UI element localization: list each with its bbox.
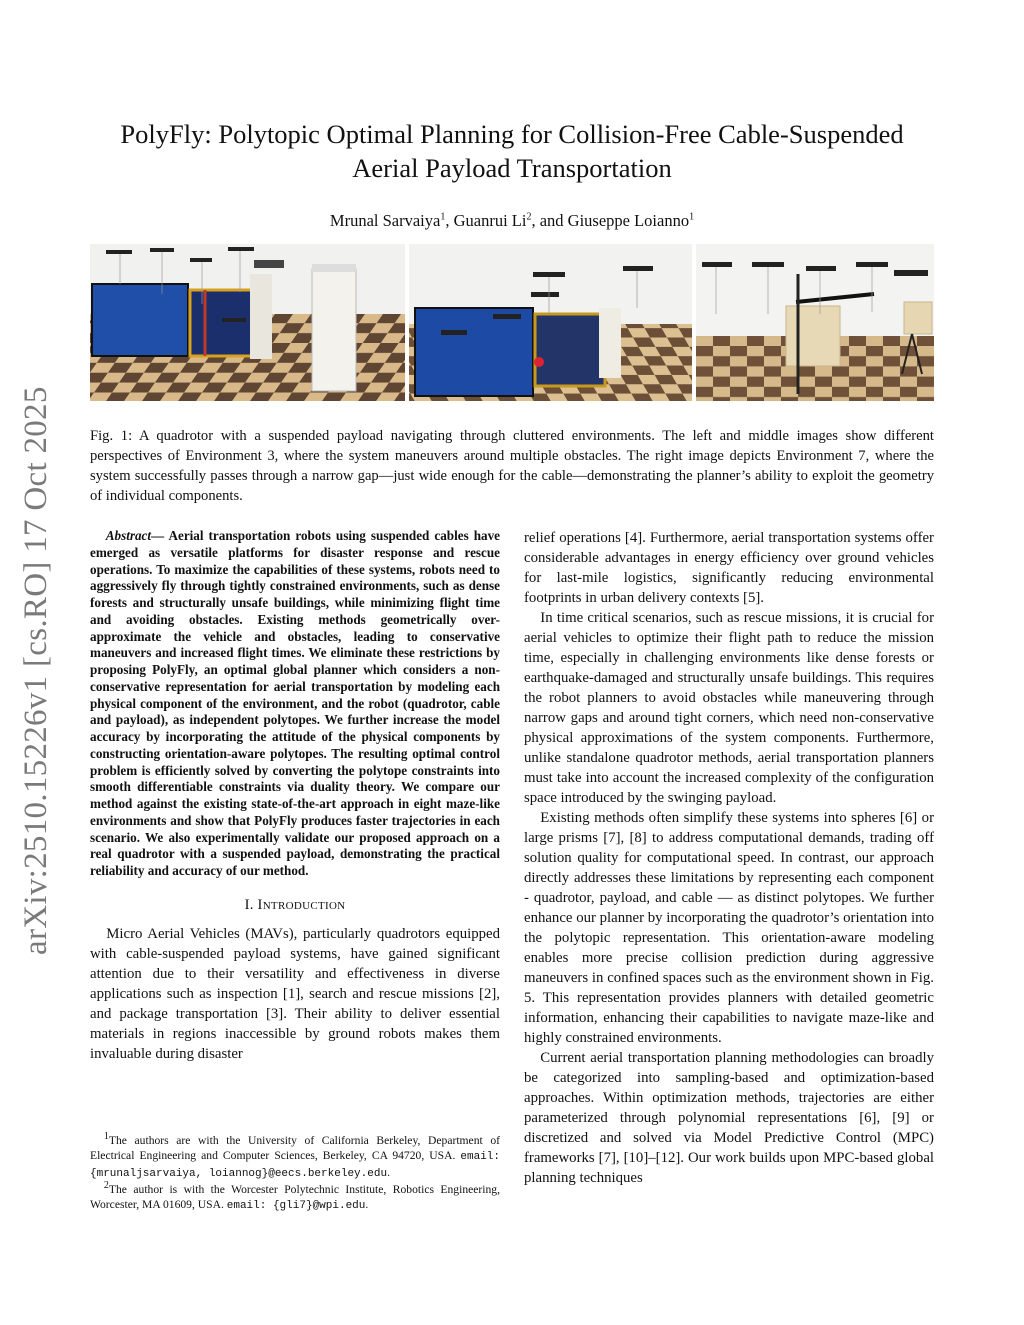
footnote-marker: 1 <box>103 1131 109 1143</box>
body-paragraph: Existing methods often simplify these systems into spheres [6] or large prisms [7], [8] to address computational demands, trading off solution quality for computational speed. In contrast, our approach directly addresses these limitations by representing each component - quadrotor, payload, and cable — as distinct polytopes. We further enhance our planner by incorporating the quadrotor’s orientation into the polytopic representation. This orientation-aware modeling enables more precise collision prediction during aggressive maneuvers in confined spaces such as the environment shown in Fig. 5. This representation provides planners with detailed geometric information, enhancing their capabilities to navigate maze-like and highly constrained environments. <box>524 810 934 1046</box>
section-title-rest: NTRODUCTION <box>262 899 346 912</box>
author-name: Giuseppe Loianno <box>567 211 690 230</box>
abstract <box>90 528 500 880</box>
figure-caption: Fig. 1: A quadrotor with a suspended payload navigating through cluttered environments. The left and middle images show different perspectives of Environment 3, where the system maneuvers around multiple obstacles. The right image depicts Environment 7, where the system successfully passes through a narrow gap—just wide enough for the cable—demonstrating the planner’s ability to exploit the geometry of individual components. <box>90 428 934 504</box>
footnote-period: . <box>387 1166 390 1179</box>
arxiv-identifier-stamp: arXiv:2510.15226v1 [cs.RO] 17 Oct 2025 <box>18 386 54 955</box>
abstract-text: Aerial transportation robots using suspended cables have emerged as versatile platforms for disaster response and rescue operations. To maximize the capabilities of these systems, robots need to aggressively fly through tightly constrained environments, such as dense forests and structurally unsafe buildings, while minimizing flight time and avoiding obstacles. Existing methods geometrically over-approximate the vehicle and obstacles, leading to conservative maneuvers and increased flight times. We eliminate these restrictions by proposing PolyFly, an optimal global planner which considers a non-conservative representation for aerial transportation by modeling each physical component of the environment, and the robot (quadrotor, cable and payload), as independent polytopes. We further increase the model accuracy by incorporating the attitude of the physical components by constructing orientation-aware polytopes. The resulting optimal control problem is efficiently solved by converting the polytope constraints into smooth differentiable constraints via duality theory. We compare our method against the existing state-of-the-art approach in eight maze-like environments and show that PolyFly produces faster trajectories in each scenario. We also experimentally validate our proposed approach on a real quadrotor with a suspended payload, demonstrating the practical reliability and accuracy of our method. <box>90 528 500 878</box>
right-column <box>524 528 934 1188</box>
author-list <box>90 211 934 231</box>
body-paragraph: relief operations [4]. Furthermore, aerial transportation systems offer considerable advantages in energy efficiency over ground vehicles for last-mile logistics, significantly reducing environmental footprints in urban delivery contexts [5]. <box>524 530 934 606</box>
body-paragraph: Current aerial transportation planning methodologies can broadly be categorized into sampling-based and optimization-based approaches. Within optimization methods, trajectories are either parameterized through polynomial representations [6], [9] or discretized and solved via Model Predictive Control (MPC) frameworks [7], [10]–[12]. Our work builds upon MPC-based global planning techniques <box>524 1050 934 1186</box>
left-column <box>90 528 500 1064</box>
figure-photo-environment-7 <box>696 244 934 401</box>
author-separator: , and <box>531 211 568 230</box>
footnote-email: email: {mrunaljsarvaiya, loiannog}@eecs.berkeley.edu <box>90 1151 500 1180</box>
author-name: Guanrui Li <box>453 211 527 230</box>
affiliation-marker: 2 <box>526 211 532 223</box>
paper-title: PolyFly: Polytopic Optimal Planning for Collision-Free Cable-Suspended Aerial Payload Transportation <box>120 119 904 183</box>
section-heading-introduction <box>90 897 500 914</box>
section-initial: I <box>257 896 263 913</box>
affiliation-marker: 1 <box>440 211 446 223</box>
footnote-email: email: {gli7}@wpi.edu <box>226 1200 366 1212</box>
author-separator: , <box>445 211 454 230</box>
author-name: Mrunal Sarvaiya <box>329 211 441 230</box>
abstract-dash: — <box>151 528 169 543</box>
footnote-2 <box>90 1182 500 1214</box>
footnote-text: The authors are with the University of California Berkeley, Department of Electrical Engineering and Computer Sciences, Berkeley, CA 94720, USA. <box>90 1134 500 1162</box>
footnote-1 <box>90 1133 500 1182</box>
footnotes <box>90 1133 500 1214</box>
figure-photo-environment-3-middle <box>409 244 692 401</box>
section-numeral: I. <box>244 896 258 913</box>
abstract-label: Abstract <box>105 528 152 543</box>
introduction-paragraph: Micro Aerial Vehicles (MAVs), particularly quadrotors equipped with cable-suspended payload systems, have gained significant attention due to their versatility and effectiveness in diverse applications such as inspection [1], search and rescue missions [2], and package transportation [3]. Their ability to deliver essential materials in regions inaccessible by ground robots makes them invaluable during disaster <box>90 925 500 1062</box>
figure-photo-environment-3-left <box>90 244 405 401</box>
footnote-text: The author is with the Worcester Polytechnic Institute, Robotics Engineering, Worcester, MA 01609, USA. <box>90 1183 500 1211</box>
footnote-period: . <box>365 1198 369 1211</box>
affiliation-marker: 1 <box>689 211 695 223</box>
body-paragraph: In time critical scenarios, such as rescue missions, it is crucial for aerial vehicles to optimize their flight path to reduce the mission time, especially in challenging environments like dense forests or earthquake-damaged and structurally unsafe buildings. This requires the robot planners to avoid obstacles while maneuvering through narrow gaps and around tight corners, which need non-conservative physical approximations of the system components. Furthermore, unlike standalone quadrotor methods, aerial transportation planners must take into account the increased complexity of the configuration space introduced by the swinging payload. <box>524 610 934 806</box>
footnote-marker: 2 <box>103 1180 109 1192</box>
